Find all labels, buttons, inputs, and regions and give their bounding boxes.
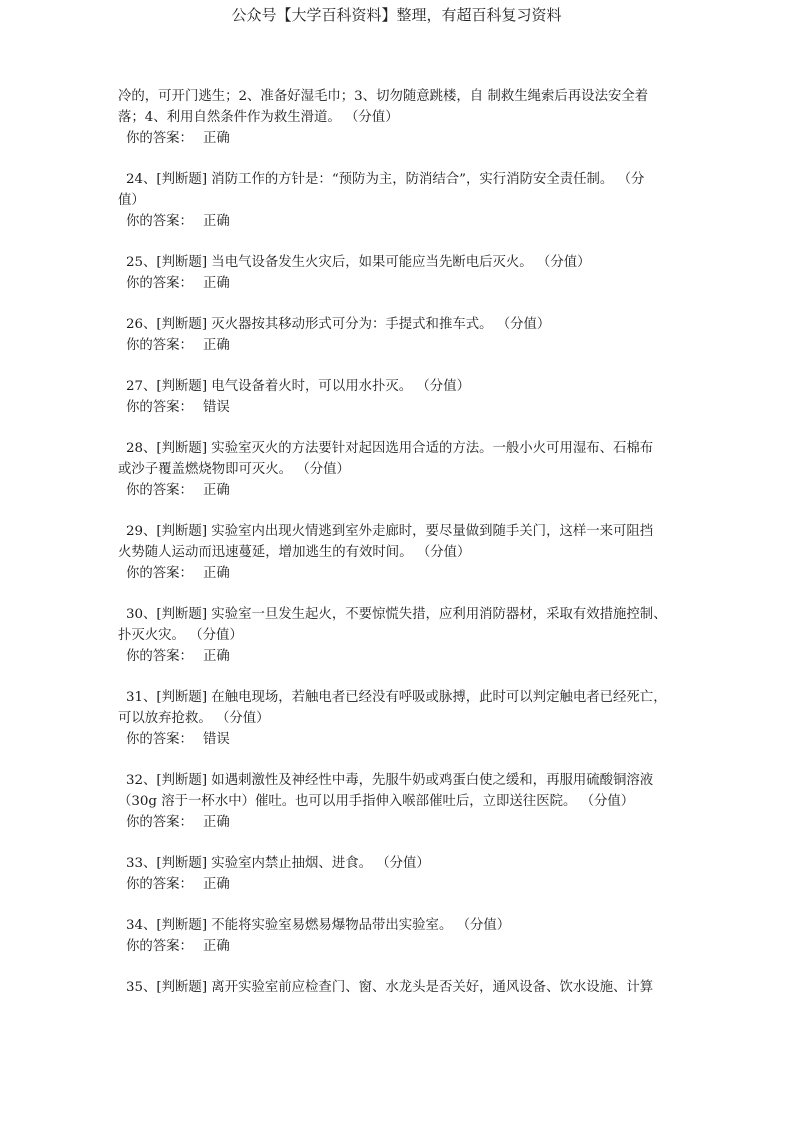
answer-row (118, 335, 678, 356)
answer-value: 正确 (202, 649, 230, 664)
question-line: 可以放弃抢救。 （分值） (118, 711, 270, 726)
answer-row (118, 563, 678, 584)
question-text (118, 86, 678, 128)
answer-value: 正确 (202, 338, 230, 353)
question-item (118, 687, 678, 750)
answer-row (118, 812, 678, 833)
page-header: 公众号【大学百科资料】整理，有超百科复习资料 (231, 6, 562, 24)
answer-value: 正确 (202, 877, 230, 892)
question-text (118, 604, 678, 625)
answer-value: 正确 (202, 566, 230, 581)
answer-label: 你的答案： (126, 649, 193, 664)
question-item (118, 915, 678, 957)
continued-question (118, 86, 678, 149)
question-line: 扑灭火灾。 （分值） (118, 628, 243, 643)
answer-row (118, 397, 678, 418)
answer-label: 你的答案： (126, 815, 193, 830)
question-line: 35、[判断题] 离开实验室前应检查门、窗、水龙头是否关好，通风设备、饮水设施、计算 (126, 980, 654, 995)
question-item (118, 977, 678, 998)
question-line: 火势随人运动而迅速蔓延，增加逃生的有效时间。 （分值） (118, 545, 471, 560)
question-item (118, 853, 678, 895)
question-line: 29、[判断题] 实验室内出现火情逃到室外走廊时，要尽量做到随手关门，这样一来可阻挡 (126, 524, 654, 539)
question-line: 28、[判断题] 实验室灭火的方法要针对起因选用合适的方法。一般小火可用湿布、石棉布 (126, 441, 654, 456)
question-text (118, 687, 678, 708)
answer-label: 你的答案： (126, 400, 193, 415)
question-item (118, 314, 678, 356)
answer-row (118, 128, 678, 149)
answer-row (118, 936, 678, 957)
question-text (118, 770, 678, 791)
question-text-wrap (118, 708, 678, 729)
answer-value: 错误 (202, 400, 230, 415)
question-line: 24、[判断题] 消防工作的方针是：“预防为主，防消结合”，实行消防安全责任制。 （分 (126, 172, 645, 187)
answer-label: 你的答案： (126, 131, 193, 146)
question-item (118, 252, 678, 294)
question-line: 25、[判断题] 当电气设备发生火灾后，如果可能应当先断电后灭火。 （分值） (126, 255, 591, 270)
question-item (118, 438, 678, 501)
answer-row (118, 211, 678, 232)
answer-label: 你的答案： (126, 338, 193, 353)
question-text (118, 521, 678, 542)
question-text (118, 376, 678, 397)
question-text-wrap (118, 190, 678, 211)
question-line: 27、[判断题] 电气设备着火时，可以用水扑灭。 （分值） (126, 379, 470, 394)
question-line: 值） (118, 193, 145, 208)
question-text (118, 853, 678, 874)
answer-label: 你的答案： (126, 483, 193, 498)
question-item (118, 521, 678, 584)
question-text-wrap (118, 625, 678, 646)
question-line: 或沙子覆盖燃烧物即可灭火。 （分值） (118, 462, 350, 477)
question-text-wrap (118, 459, 678, 480)
question-text (118, 314, 678, 335)
question-text-wrap (118, 791, 678, 812)
answer-row (118, 874, 678, 895)
question-line: 26、[判断题] 灭火器按其移动形式可分为：手提式和推车式。 （分值） (126, 317, 551, 332)
question-text (118, 169, 678, 190)
answer-value: 正确 (202, 131, 230, 146)
question-text (118, 915, 678, 936)
question-line: 31、[判断题] 在触电现场，若触电者已经没有呼吸或脉搏，此时可以判定触电者已经死亡， (126, 690, 667, 705)
question-line: （30g 溶于一杯水中）催吐。也可以用手指伸入喉部催吐后，立即送往医院。 （分值） (118, 794, 635, 809)
question-line: 冷的，可开门逃生；2、准备好湿毛巾；3、切勿随意跳楼，自 制救生绳索后再设法安全着 (118, 89, 649, 104)
question-item (118, 604, 678, 667)
question-text (118, 438, 678, 459)
answer-value: 正确 (202, 276, 230, 291)
question-line: 落；4、利用自然条件作为救生滑道。 （分值） (118, 110, 399, 125)
answer-label: 你的答案： (126, 877, 193, 892)
question-text (118, 977, 678, 998)
answer-label: 你的答案： (126, 732, 193, 747)
question-line: 34、[判断题] 不能将实验室易燃易爆物品带出实验室。 （分值） (126, 918, 511, 933)
question-text (118, 252, 678, 273)
question-line: 30、[判断题] 实验室一旦发生起火，不要惊慌失措，应利用消防器材，采取有效措施控制、 (126, 607, 667, 622)
answer-label: 你的答案： (126, 276, 193, 291)
answer-row (118, 729, 678, 750)
answer-row (118, 646, 678, 667)
question-item (118, 376, 678, 418)
answer-row (118, 480, 678, 501)
answer-value: 正确 (202, 815, 230, 830)
answer-label: 你的答案： (126, 566, 193, 581)
question-text-wrap (118, 542, 678, 563)
question-line: 32、[判断题] 如遇刺激性及神经性中毒，先服牛奶或鸡蛋白使之缓和，再服用硫酸铜溶液 (126, 773, 654, 788)
answer-value: 正确 (202, 939, 230, 954)
answer-label: 你的答案： (126, 939, 193, 954)
answer-value: 错误 (202, 732, 230, 747)
question-item (118, 169, 678, 232)
answer-value: 正确 (202, 483, 230, 498)
answer-value: 正确 (202, 214, 230, 229)
question-item (118, 770, 678, 833)
answer-label: 你的答案： (126, 214, 193, 229)
question-line: 33、[判断题] 实验室内禁止抽烟、进食。 （分值） (126, 856, 430, 871)
answer-row (118, 273, 678, 294)
